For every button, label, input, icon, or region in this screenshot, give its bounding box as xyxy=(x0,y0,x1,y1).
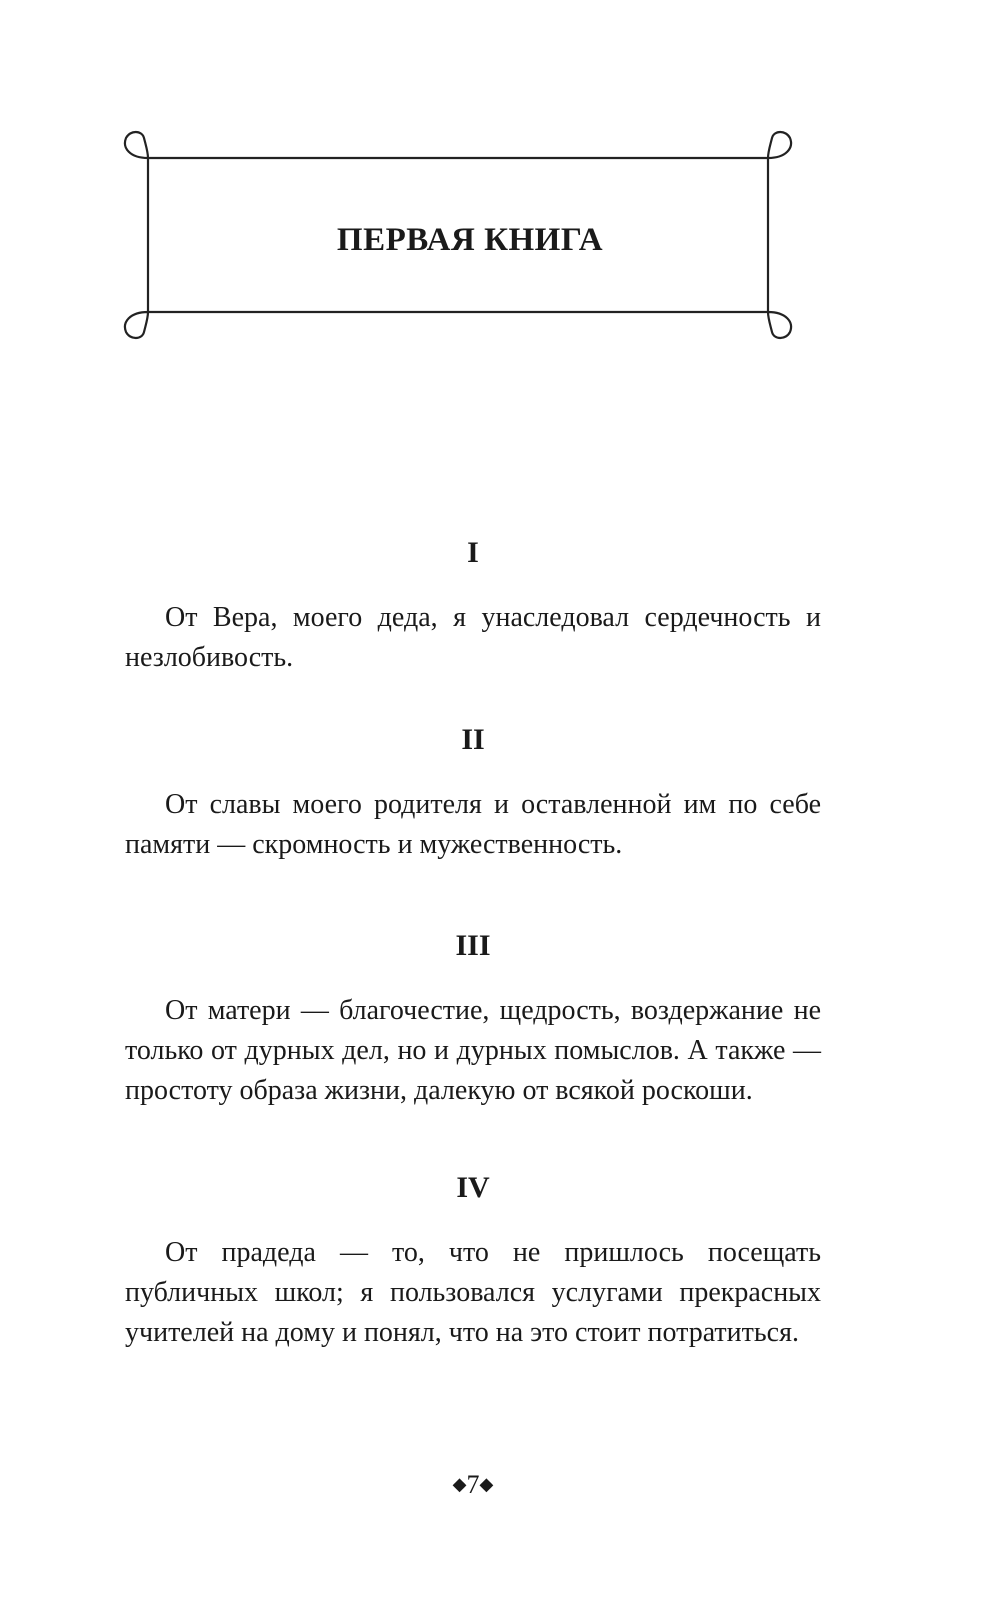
section-number: II xyxy=(461,723,485,756)
section-text: От матери — благочестие, щедрость, воздержание не только от дурных дел, но и дурных помыслов. А также — простоту образа жизни, далекую от всякой роскоши. xyxy=(125,995,821,1106)
section-number: III xyxy=(455,929,491,962)
book-title: ПЕРВАЯ КНИГА xyxy=(336,222,604,258)
section-text: От прадеда — то, что не пришлось посещать публичных школ; я пользовался услугами прекрасных учителей на дому и понял, что на это стоит потратиться. xyxy=(125,1237,821,1348)
diamond-ornament-icon: ◆ xyxy=(452,1474,467,1494)
section-number: I xyxy=(467,536,479,569)
page-number-footer xyxy=(0,1470,946,1500)
section-text: От Вера, моего деда, я унаследовал сердечность и незлобивость. xyxy=(125,602,821,673)
diamond-ornament-icon: ◆ xyxy=(479,1474,494,1494)
section-text: От славы моего родителя и оставленной им по себе памяти — скромность и мужественность. xyxy=(125,789,821,860)
main-content xyxy=(125,538,821,1353)
section-number: IV xyxy=(456,1171,490,1204)
page-number: 7 xyxy=(466,1470,480,1499)
